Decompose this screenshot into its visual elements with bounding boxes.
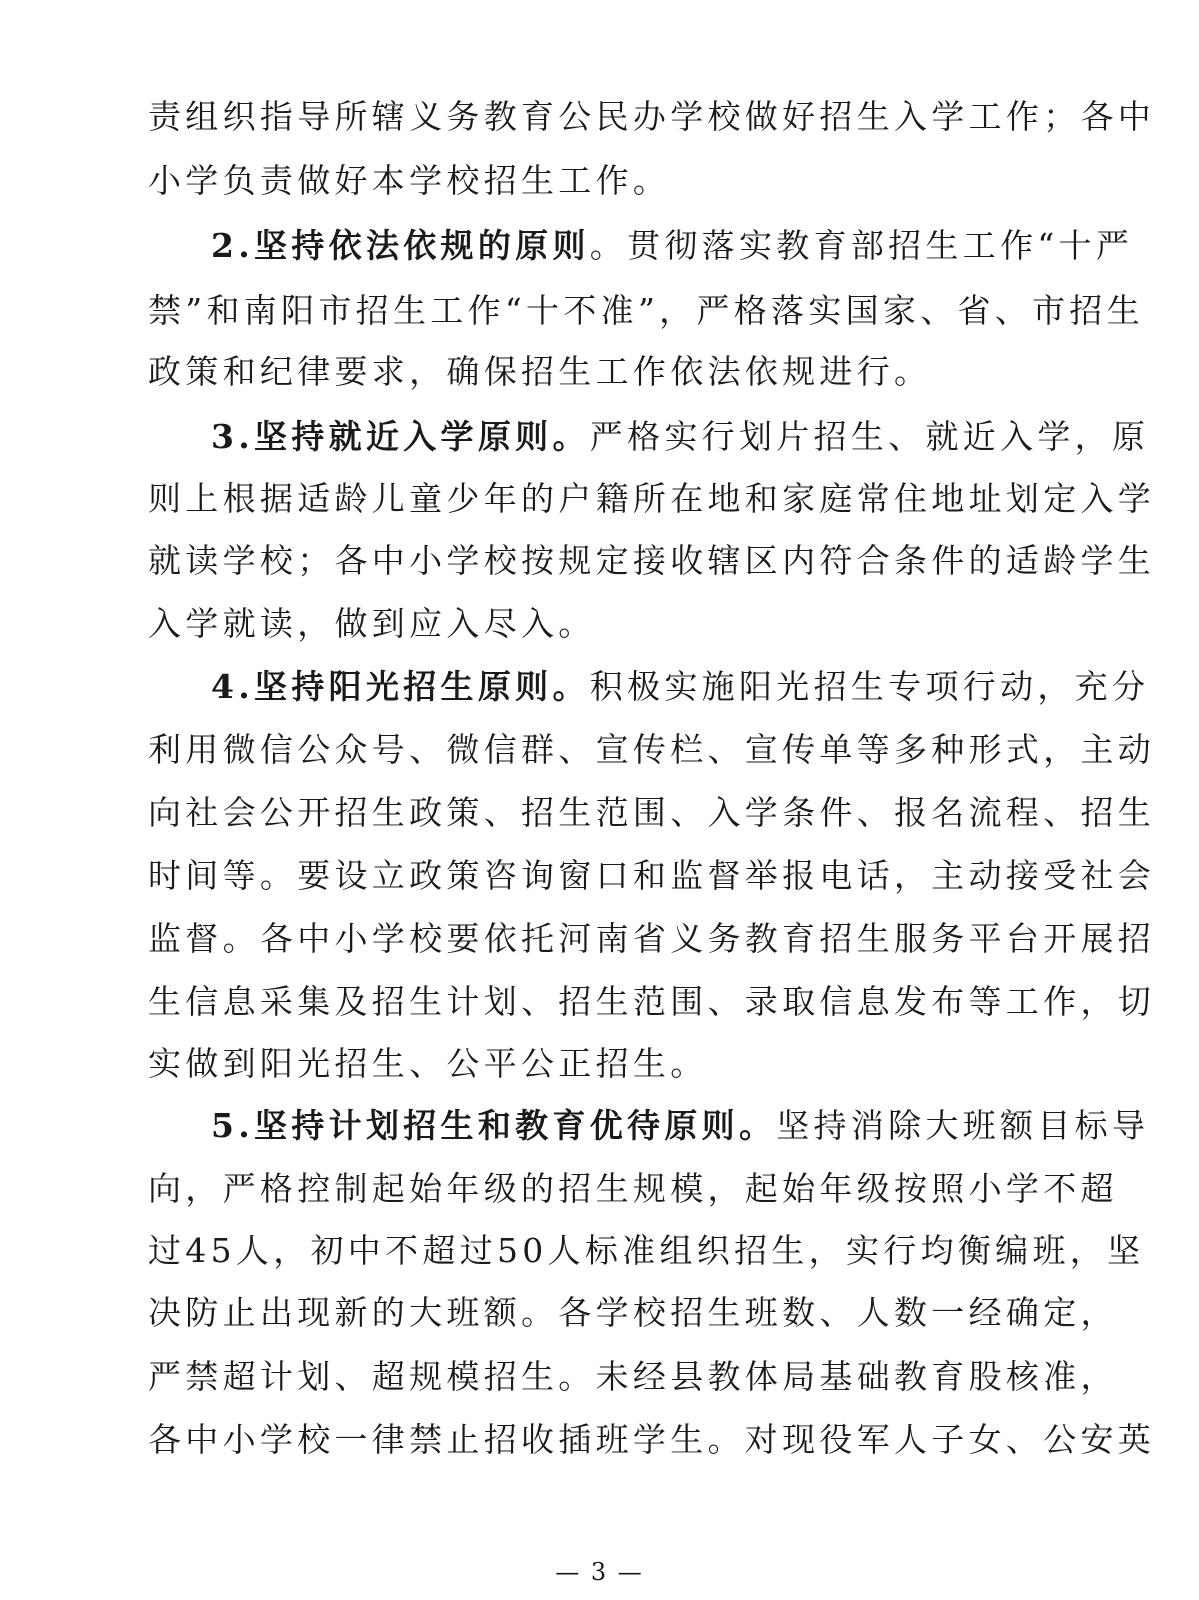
paragraph-5-heading: 5.坚持计划招生和教育优待原则。 bbox=[211, 1106, 777, 1145]
paragraph-3-line-2: 则上根据适龄儿童少年的户籍所在地和家庭常住地址划定入学 bbox=[148, 479, 1156, 518]
paragraph-2-line-1 bbox=[211, 214, 1134, 278]
paragraph-2-heading: 2.坚持依法依规的原则 bbox=[211, 226, 590, 265]
paragraph-3-line-4: 入学就读，做到应入尽入。 bbox=[148, 604, 596, 643]
paragraph-4-line-5: 监督。各中小学校要依托河南省义务教育招生服务平台开展招 bbox=[148, 919, 1156, 958]
paragraph-3-line-3: 就读学校；各中小学校按规定接收辖区内符合条件的适龄学生 bbox=[148, 541, 1156, 580]
page-number: — 3 — bbox=[555, 1558, 644, 1586]
paragraph-5-line-4: 决防止出现新的大班额。各学校招生班数、人数一经确定， bbox=[148, 1293, 1118, 1332]
paragraph-4-line-4: 时间等。要设立政策咨询窗口和监督举报电话，主动接受社会 bbox=[148, 856, 1156, 895]
paragraph-1-line-2: 小学负责做好本学校招生工作。 bbox=[148, 161, 671, 200]
paragraph-4-line-6: 生信息采集及招生计划、招生范围、录取信息发布等工作，切 bbox=[148, 982, 1156, 1021]
paragraph-1-line-1: 责组织指导所辖义务教育公民办学校做好招生入学工作；各中 bbox=[148, 97, 1156, 136]
paragraph-5-line-1 bbox=[211, 1094, 1150, 1158]
paragraph-5-line-3: 过45人，初中不超过50人标准组织招生，实行均衡编班，坚 bbox=[148, 1231, 1145, 1270]
paragraph-2-text: 。贯彻落实教育部招生工作“十严 bbox=[589, 226, 1134, 265]
paragraph-4-text: 积极实施阳光招生专项行动，充分 bbox=[589, 667, 1150, 706]
paragraph-5-line-2: 向，严格控制起始年级的招生规模，起始年级按照小学不超 bbox=[148, 1169, 1118, 1208]
paragraph-3-heading: 3.坚持就近入学原则。 bbox=[211, 417, 590, 456]
paragraph-5-text: 坚持消除大班额目标导 bbox=[776, 1106, 1150, 1145]
paragraph-2-line-2: 禁”和南阳市招生工作“十不准”，严格落实国家、省、市招生 bbox=[148, 291, 1145, 330]
paragraph-3-text: 严格实行划片招生、就近入学，原 bbox=[589, 417, 1150, 456]
paragraph-4-line-2: 利用微信公众号、微信群、宣传栏、宣传单等多种形式，主动 bbox=[148, 730, 1156, 769]
paragraph-4-line-3: 向社会公开招生政策、招生范围、入学条件、报名流程、招生 bbox=[148, 793, 1156, 832]
paragraph-4-line-7: 实做到阳光招生、公平公正招生。 bbox=[148, 1044, 708, 1083]
paragraph-5-line-6: 各中小学校一律禁止招收插班学生。对现役军人子女、公安英 bbox=[148, 1420, 1156, 1459]
paragraph-5-line-5: 严禁超计划、超规模招生。未经县教体局基础教育股核准， bbox=[148, 1357, 1118, 1396]
paragraph-4-heading: 4.坚持阳光招生原则。 bbox=[211, 667, 590, 706]
paragraph-3-line-1 bbox=[211, 405, 1150, 469]
paragraph-2-line-3: 政策和纪律要求，确保招生工作依法依规进行。 bbox=[148, 352, 932, 391]
paragraph-4-line-1 bbox=[211, 655, 1150, 719]
